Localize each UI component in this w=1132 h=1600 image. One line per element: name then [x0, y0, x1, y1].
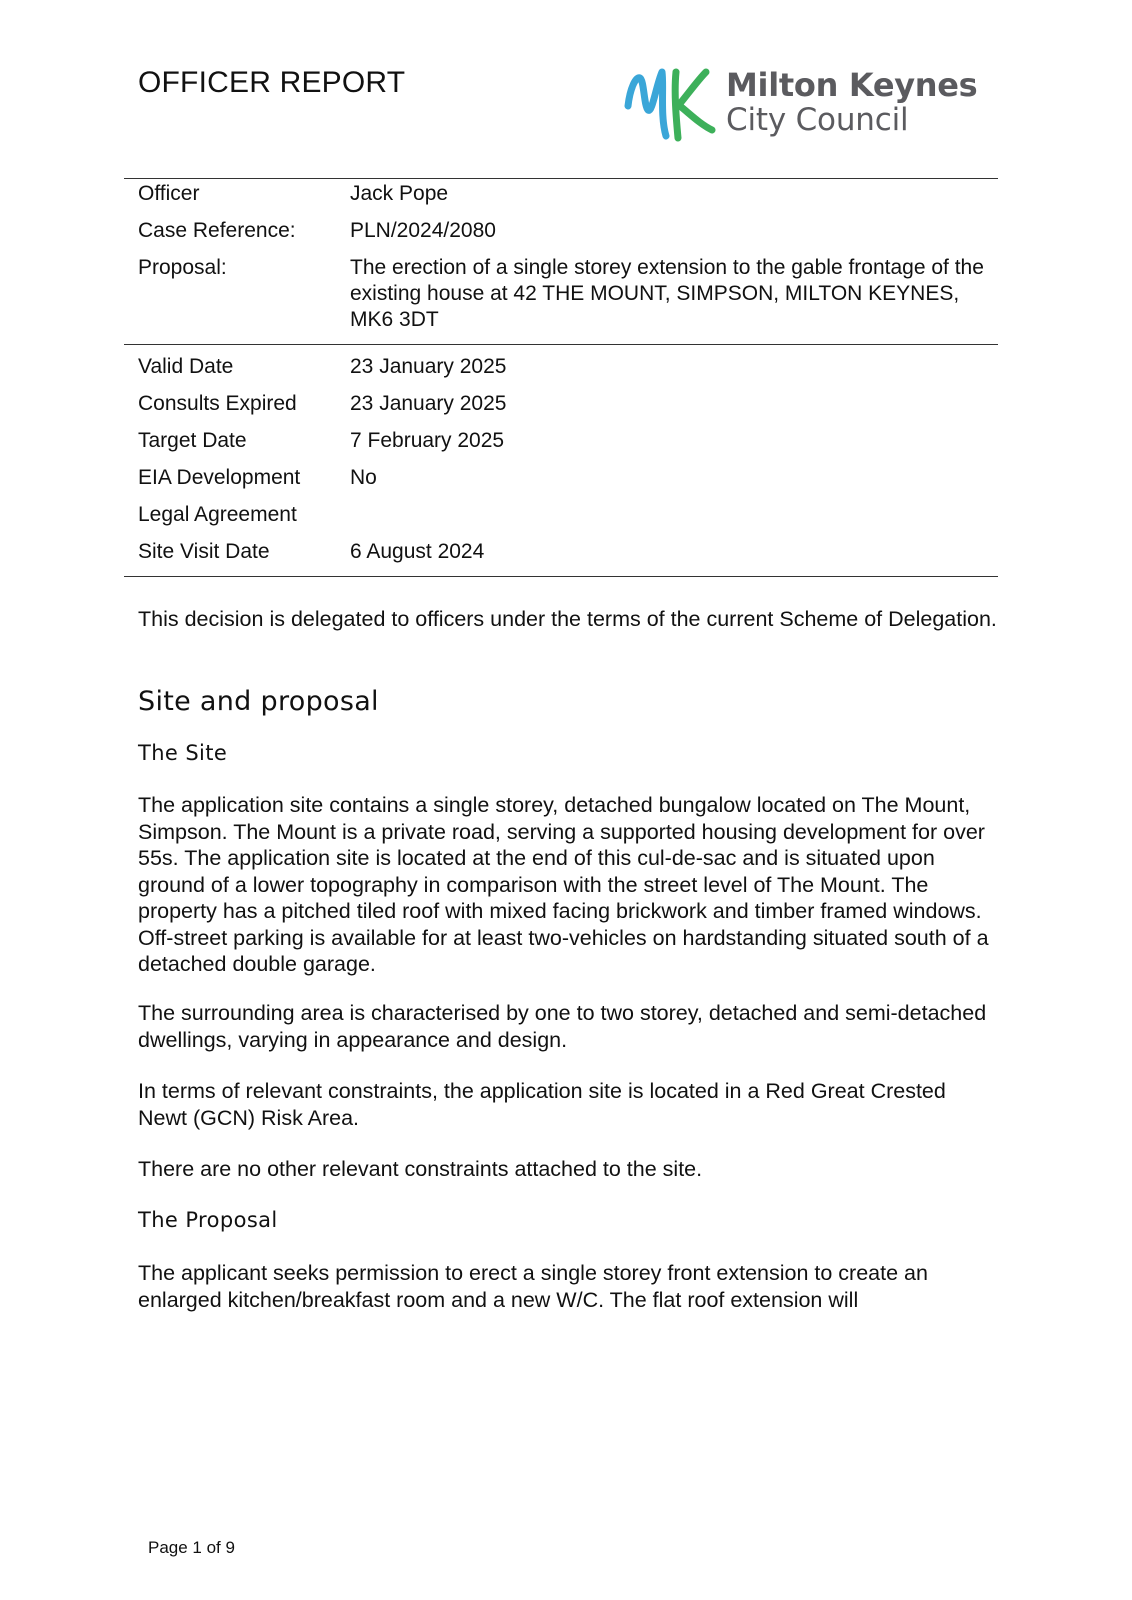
site-paragraph-2: The surrounding area is characterised by one to two storey, detached and semi-detached dwellings, varying in appearance and design.: [138, 1001, 987, 1052]
valid-date-value: 23 January 2025: [350, 355, 507, 378]
case-reference-label: Case Reference:: [138, 219, 296, 242]
officer-value: Jack Pope: [350, 182, 449, 205]
report-title: OFFICER REPORT: [138, 66, 406, 99]
consults-expired-label: Consults Expired: [138, 392, 297, 415]
target-date-value: 7 February 2025: [350, 429, 505, 452]
logo-name-line1: Milton Keynes: [726, 66, 978, 104]
eia-development-label: EIA Development: [138, 466, 301, 489]
proposal-label: Proposal:: [138, 256, 227, 279]
legal-agreement-row: [124, 502, 998, 539]
case-details-table: [124, 178, 998, 345]
dates-table: [124, 344, 998, 577]
site-visit-date-value: 6 August 2024: [350, 540, 485, 563]
council-logo: [622, 66, 992, 146]
site-paragraph-1: The application site contains a single storey, detached bungalow located on The Mount, Simpson. The Mount is a private road, serving a supported housing development for over 55s. The application site is located at the end of this cul-de-sac and is situated upon ground of a lower topography in comparison with the street level of The Mount. The property has a pitched tiled roof with mixed facing brickwork and timber framed windows. Off-street parking is available for at least two-vehicles on hardstanding situated south of a detached double garage.: [138, 793, 989, 976]
site-visit-date-label: Site Visit Date: [138, 540, 270, 563]
target-date-label: Target Date: [138, 429, 247, 452]
legal-agreement-label: Legal Agreement: [138, 503, 297, 526]
valid-date-label: Valid Date: [138, 355, 234, 378]
proposal-value: The erection of a single storey extension to the gable frontage of the existing house at 42 THE MOUNT, SIMPSON, MILTON KEYNES, MK6 3DT: [350, 256, 984, 331]
eia-development-row: [124, 465, 998, 502]
site-paragraph-3: In terms of relevant constraints, the application site is located in a Red Great Crested Newt (GCN) Risk Area.: [138, 1079, 946, 1130]
logo-name-line2: City Council: [726, 102, 909, 138]
case-reference-row: [124, 218, 998, 255]
subheading-the-site: The Site: [138, 741, 228, 765]
delegation-statement: This decision is delegated to officers under the terms of the current Scheme of Delegation.: [138, 607, 997, 631]
consults-expired-row: [124, 391, 998, 428]
proposal-paragraph-1: The applicant seeks permission to erect a single storey front extension to create an enlarged kitchen/breakfast room and a new W/C. The flat roof extension will: [138, 1261, 928, 1312]
mk-logo-mark-icon: [622, 66, 722, 146]
subheading-the-proposal: The Proposal: [138, 1208, 278, 1232]
case-reference-value: PLN/2024/2080: [350, 219, 496, 242]
officer-label: Officer: [138, 182, 200, 205]
page-number: Page 1 of 9: [148, 1538, 235, 1557]
consults-expired-value: 23 January 2025: [350, 392, 507, 415]
section-heading-site-and-proposal: Site and proposal: [138, 686, 379, 717]
officer-row: [124, 179, 998, 219]
legal-agreement-value: [350, 502, 998, 539]
valid-date-row: [124, 344, 998, 391]
proposal-row: [124, 255, 998, 345]
eia-development-value: No: [350, 466, 377, 489]
site-paragraph-4: There are no other relevant constraints attached to the site.: [138, 1157, 703, 1181]
site-visit-date-row: [124, 539, 998, 577]
target-date-row: [124, 428, 998, 465]
